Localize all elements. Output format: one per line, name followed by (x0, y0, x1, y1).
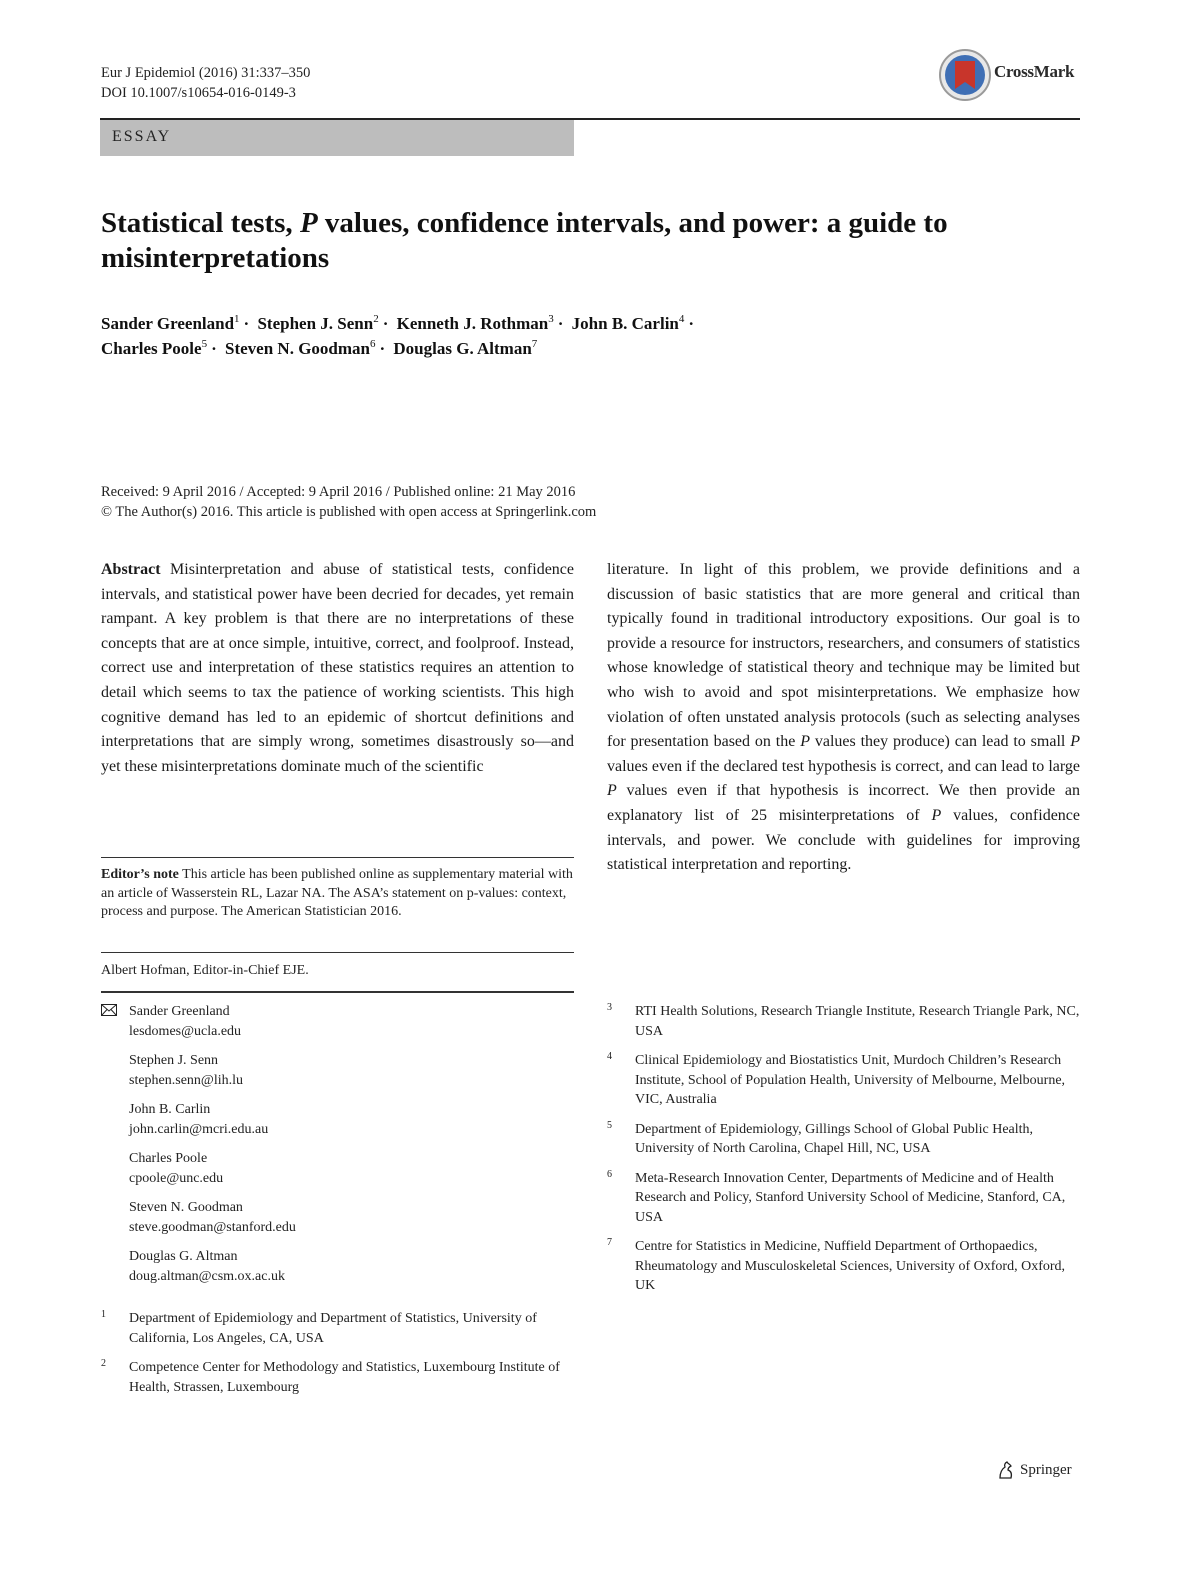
affiliation: 7 Centre for Statistics in Medicine, Nuffield Department of Orthopaedics, Rheumatology and Musculoskeletal Sciences, University of Oxford, Oxford, UK (607, 1237, 1066, 1293)
springer-horse-icon (996, 1460, 1016, 1480)
contact-email[interactable]: doug.altman@csm.ox.ac.uk (129, 1268, 285, 1284)
abstract-text: Misinterpretation and abuse of statistical tests, confidence intervals, and statistical power have been decried for decades, yet remain rampant. A key problem is that there are no interpretations of these concepts that are at once simple, intuitive, correct, and foolproof. Instead, correct use and interpretation of these statistics requires an attention to detail which seems to tax the patience of working scientists. This high cognitive demand has led to an epidemic of shortcut definitions and interpretations that are simply wrong, sometimes disastrously so—and yet these misinterpretations dominate much of the scientific (101, 561, 575, 775)
contact-item (101, 1100, 574, 1139)
divider (101, 952, 574, 953)
envelope-icon (101, 1004, 117, 1016)
affiliations-right (607, 1002, 1080, 1306)
contact-email[interactable]: john.carlin@mcri.edu.au (129, 1121, 269, 1137)
publication-dates (101, 482, 1081, 522)
editor-in-chief: Albert Hofman, Editor-in-Chief EJE. (101, 963, 309, 978)
contact-name: Steven N. Goodman (129, 1200, 243, 1215)
author[interactable]: Stephen J. Senn$^2$ (257, 313, 379, 333)
journal-line: Eur J Epidemiol (2016) 31:337–350 (101, 65, 311, 81)
copyright-line: © The Author(s) 2016. This article is published with open access at Springerlink.com (101, 504, 597, 520)
abstract-right: literature. In light of this problem, we provide definitions and a discussion of basic statistics that are more general and critical than typically found in traditional introductory expositions. Our goal is to provide a resource for instructors, researchers, and consumers of statistics whose knowledge of statistical theory and technique may be limited but who wish to avoid and spot misinterpretations. We emphasize how violation of often unstated analysis protocols (such as selecting analyses for presentation based on the P values they produce) can lead to small P values even if the declared test hypothesis is correct, and can lead to large P values even if that hypothesis is incorrect. We then provide an explanatory list of 25 misinterpretations of P values, confidence intervals, and power. We conclude with guidelines for improving statistical interpretation and reporting. (607, 561, 1080, 874)
doi-line: DOI 10.1007/s10654-016-0149-3 (101, 85, 296, 101)
divider (101, 857, 574, 858)
author-list: Sander Greenland$^1$ · Stephen J. Senn$^2$ · Kenneth J. Rothman$^3$ · John B. Carlin$^4$ · Charles Poole$^5$ · Steven N. Goodman$^6$ · Douglas G. Altman$^7$ (101, 313, 695, 358)
author[interactable]: Sander Greenland$^1$ (101, 313, 240, 333)
section-label: ESSAY (112, 128, 172, 145)
publisher-name: Springer (1020, 1461, 1072, 1478)
affiliation: 5 Department of Epidemiology, Gillings School of Global Public Health, University of North Carolina, Chapel Hill, NC, USA (607, 1119, 1034, 1156)
author[interactable]: John B. Carlin$^4$ (571, 313, 685, 333)
contact-name: Douglas G. Altman (129, 1249, 238, 1264)
history-line: Received: 9 April 2016 / Accepted: 9 April 2016 / Published online: 21 May 2016 (101, 484, 576, 500)
contact-name: Charles Poole (129, 1151, 208, 1166)
abstract-label: Abstract (101, 561, 161, 578)
affiliations-left (101, 1309, 574, 1407)
affiliation: 3 RTI Health Solutions, Research Triangle Institute, Research Triangle Park, NC, USA (607, 1002, 1080, 1039)
author[interactable]: Steven N. Goodman$^6$ (225, 338, 376, 358)
contact-item (101, 1247, 574, 1286)
author[interactable]: Kenneth J. Rothman$^3$ (396, 313, 554, 333)
affiliation: 2 Competence Center for Methodology and Statistics, Luxembourg Institute of Health, Strassen, Luxembourg (101, 1358, 560, 1395)
affiliation: 1 Department of Epidemiology and Department of Statistics, University of California, Los Angeles, CA, USA (101, 1309, 537, 1346)
contact-item (101, 1149, 574, 1188)
contact-list (101, 1002, 574, 1296)
contact-item (101, 1051, 574, 1090)
contact-email[interactable]: stephen.senn@lih.lu (129, 1072, 243, 1088)
author[interactable]: Douglas G. Altman$^7$ (393, 338, 538, 358)
abstract-left (101, 558, 574, 779)
contact-email[interactable]: cpoole@unc.edu (129, 1170, 224, 1186)
editors-note: Editor’s note This article has been published online as supplementary material with an article of Wasserstein RL, Lazar NA. The ASA’s statement on p-values: context, process and purpose. The American Statistician 2016. (101, 867, 573, 919)
journal-citation (101, 63, 310, 103)
affiliation: 6 Meta-Research Innovation Center, Departments of Medicine and of Health Research and Policy, Stanford University School of Medicine, Stanford, CA, USA (607, 1168, 1066, 1225)
crossmark-label: CrossMark (994, 62, 1075, 81)
contact-item (101, 1198, 574, 1237)
contact-name: Sander Greenland (129, 1004, 230, 1019)
footnote-divider (101, 991, 574, 993)
contact-email[interactable]: steve.goodman@stanford.edu (129, 1219, 296, 1235)
crossmark-badge[interactable] (938, 47, 1083, 103)
contact-item (101, 1002, 574, 1041)
author[interactable]: Charles Poole$^5$ (101, 338, 208, 358)
contact-email[interactable]: lesdomes@ucla.edu (129, 1023, 242, 1039)
article-title: Statistical tests, P values, confidence intervals, and power: a guide to misinterpretations (101, 207, 948, 274)
contact-name: John B. Carlin (129, 1102, 211, 1117)
publisher-logo (996, 1460, 1072, 1480)
crossmark-icon (938, 47, 992, 103)
section-band (100, 120, 574, 156)
affiliation: 4 Clinical Epidemiology and Biostatistics Unit, Murdoch Children’s Research Institute, School of Population Health, University of Melbourne, Melbourne, VIC, Australia (607, 1051, 1066, 1107)
contact-name: Stephen J. Senn (129, 1053, 219, 1068)
